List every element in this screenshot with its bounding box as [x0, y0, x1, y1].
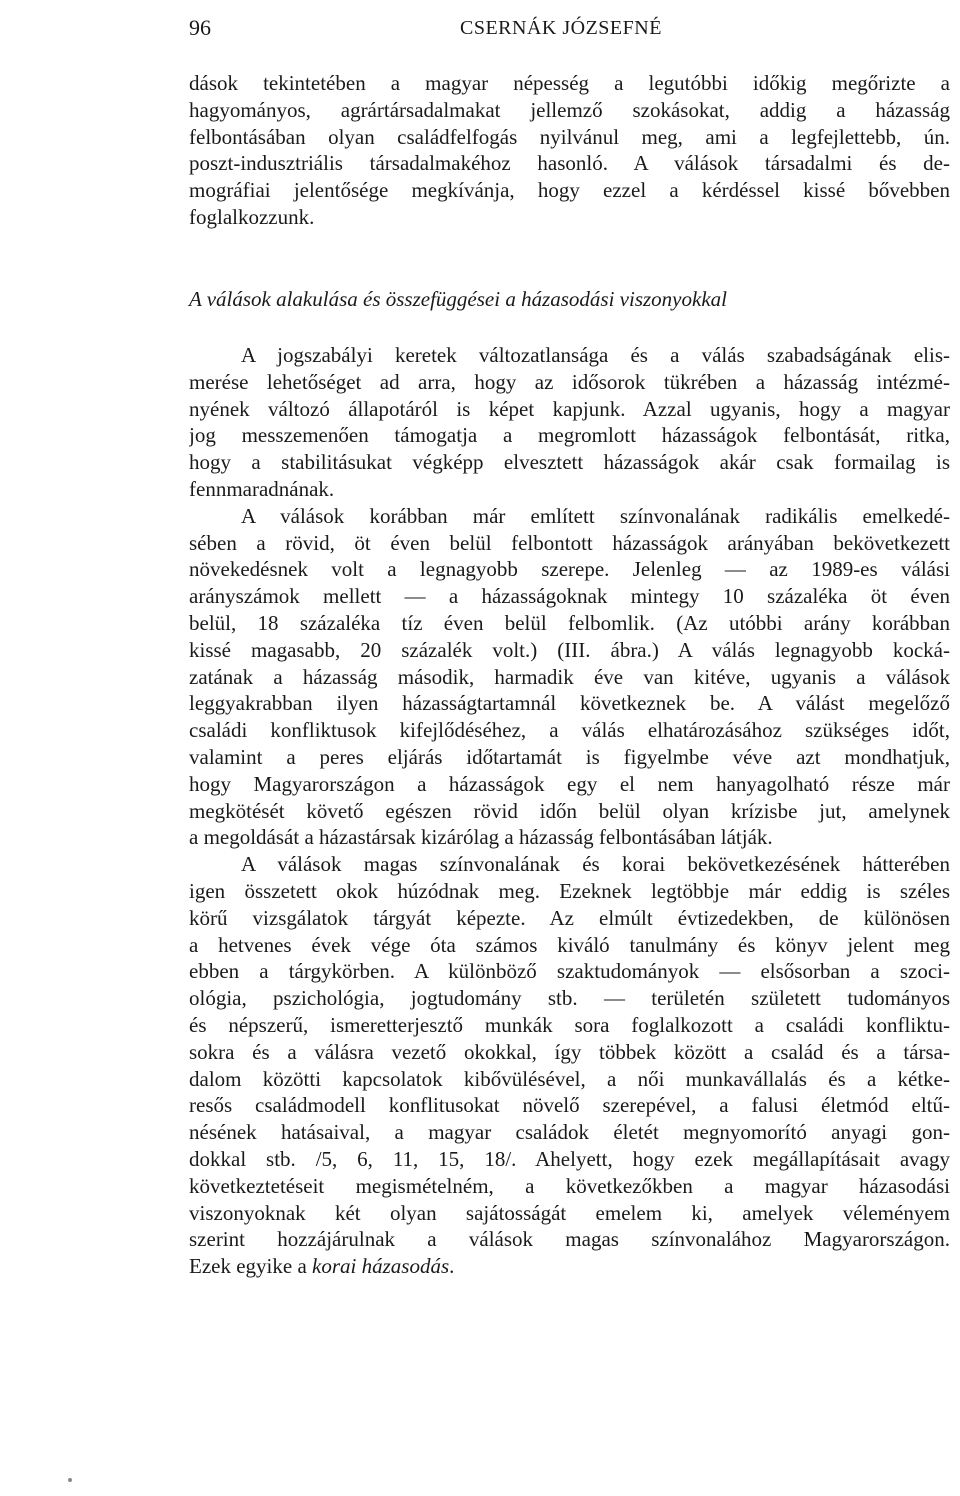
text-line: dások tekintetében a magyar népesség a legutóbbi időkig megőrizte a [189, 71, 950, 95]
text-line: fennmaradnának. [189, 476, 335, 501]
text-line: a megoldását a házastársak kizárólag a házasság felbontásában látják. [189, 825, 773, 850]
text-line: felbontásában olyan családfelfogás nyilvánul meg, ami a legfejlettebb, ún. [189, 124, 950, 149]
running-head: CSERNÁK JÓZSEFNÉ [460, 17, 662, 39]
text-line: szerint hozzájárulnak a válások magas színvonalához Magyarországon. [189, 1227, 950, 1252]
text-line: hogy Magyarországon a házasságok egy el nem hanyagolható része már [189, 771, 950, 796]
text-line: hogy a stabilitásukat végképp elvesztett házasságok akár csak formailag is [189, 450, 950, 475]
text-line: családi konfliktusok kifejlődéséhez, a válás elhatározásához szükséges időt, [189, 718, 950, 743]
text-line: jog messzemenően támogatja a megromlott házasságok felbontását, ritka, [189, 423, 950, 448]
text-line: A jogszabályi keretek változatlansága és a válás szabadságának elis- [241, 343, 950, 367]
intro-paragraph [189, 70, 950, 231]
text-line: resős családmodell konflitusokat növelő szerepével, a falusi életmód eltű- [189, 1093, 950, 1118]
text-line: körű vizsgálatok tárgyát képezte. Az elmúlt évtizedekben, de különösen [189, 905, 950, 930]
text-line: mográfiai jelentősége megkívánja, hogy ezzel a kérdéssel kissé bővebben [189, 178, 950, 203]
text-line: A válások korábban már említett színvonalának radikális emelkedé- [241, 503, 950, 528]
text-line: poszt-indusztriális társadalmakéhoz hasonló. A válások társadalmi és de- [189, 151, 950, 176]
text-line-final [189, 1253, 950, 1280]
text-line: megkötését követő egészen rövid időn belül olyan krízisbe jut, amelynek [189, 798, 950, 823]
text-line: sében a rövid, öt éven belül felbontott házasságok arányában bekövetkezett [189, 530, 950, 555]
text-line: foglalkozzunk. [189, 204, 315, 229]
text-line: leggyakrabban ilyen házasságtartamnál következnek be. A válást megelőző [189, 691, 950, 716]
text-line: valamint a peres eljárás időtartamát is figyelmbe véve azt mondhatjuk, [189, 744, 950, 769]
scan-speck [68, 1478, 72, 1482]
text-line: igen összetett okok húzódnak meg. Ezeknek legtöbbje már eddig is széles [189, 878, 950, 903]
text-line: ebben a tárgykörben. A különböző szaktudományok — elsősorban a szoci- [189, 959, 950, 984]
body-text [189, 342, 950, 1280]
page-number: 96 [189, 15, 211, 40]
text-line: viszonyoknak két olyan sajátosságát emelem ki, amelyek véleményem [189, 1200, 950, 1225]
text-line: következtetéseit megismételném, a következőkben a magyar házasodási [189, 1173, 950, 1198]
final-line-prefix: Ezek egyike a [189, 1254, 313, 1279]
text-line: nyének változó állapotáról is képet kapjunk. Azzal ugyanis, hogy a magyar [189, 396, 950, 421]
text-line: sokra és a válásra vezető okokkal, így többek között a család és a társa- [189, 1039, 950, 1064]
text-line: a hetvenes évek vége óta számos kiváló tanulmány és könyv jelent meg [189, 932, 950, 957]
final-line-emphasis: korai házasodás [312, 1254, 450, 1279]
text-line: belül, 18 százaléka tíz éven belül felbomlik. (Az utóbbi arány korábban [189, 610, 950, 635]
section-heading: A válások alakulása és összefüggései a házasodási viszonyokkal [189, 287, 727, 311]
text-line: arányszámok mellett — a házasságoknak mintegy 10 százaléka öt éven [189, 584, 950, 609]
text-line: nésének hatásaival, a magyar családok életét megnyomorító anyagi gon- [189, 1120, 950, 1145]
text-line: dokkal stb. /5, 6, 11, 15, 18/. Ahelyett, hogy ezek megállapításait avagy [189, 1146, 950, 1171]
text-line: A válások magas színvonalának és korai bekövetkezésének hátterében [241, 852, 950, 877]
final-line-suffix: . [449, 1254, 455, 1279]
text-line: merése lehetőséget ad arra, hogy az idősorok tükrében a házasság intézmé- [189, 369, 950, 394]
text-line: zatának a házasság második, harmadik éve van kitéve, ugyanis a válások [189, 664, 950, 689]
text-line: dalom közötti kapcsolatok kibővülésével, a női munkavállalás és a kétke- [189, 1066, 950, 1091]
text-line: és népszerű, ismeretterjesztő munkák sora foglalkozott a családi konfliktu- [189, 1012, 950, 1037]
text-line: hagyományos, agrártársadalmakat jellemző szokásokat, addig a házasság [189, 97, 950, 122]
text-line: ológia, pszichológia, jogtudomány stb. — területén született tudományos [189, 986, 950, 1011]
text-line: kissé magasabb, 20 százalék volt.) (III. ábra.) A válás legnagyobb kocká- [189, 637, 950, 662]
text-line: növekedésnek volt a legnagyobb szerepe. Jelenleg — az 1989-es válási [189, 557, 950, 582]
